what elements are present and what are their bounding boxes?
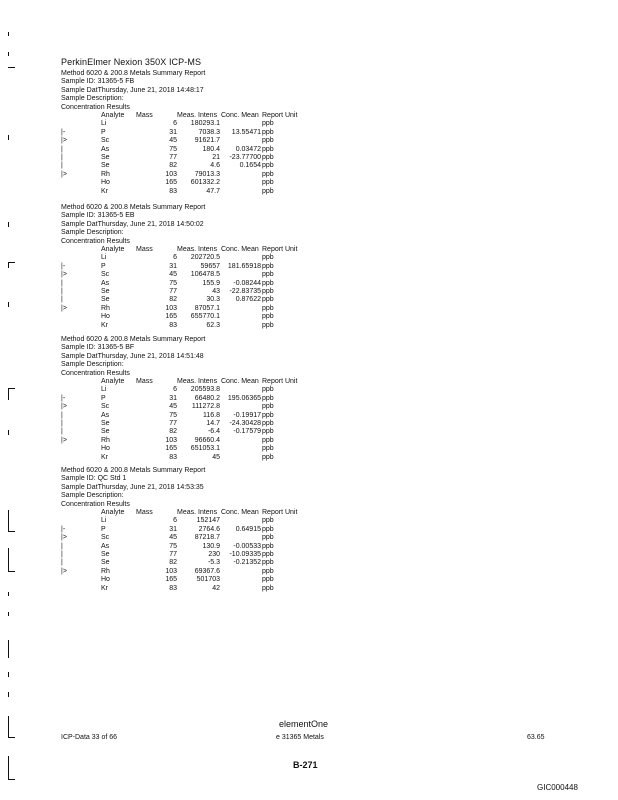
measured-intensity: 87218.7 — [194, 534, 220, 542]
analyte: As — [101, 411, 110, 419]
measured-intensity: 21 — [212, 154, 220, 161]
analyte: Rh — [101, 170, 110, 178]
report-unit: ppb — [262, 254, 274, 262]
measured-intensity: 87057.1 — [194, 304, 220, 312]
document-id: GIC000448 — [537, 783, 578, 792]
analyte: Se — [101, 154, 110, 161]
row-marker: |- — [61, 128, 66, 136]
report-unit: ppb — [262, 262, 274, 270]
measured-intensity: 180.4 — [202, 145, 220, 153]
margin-mark — [8, 262, 9, 268]
report-unit: ppb — [262, 288, 274, 295]
brand-name: elementOne — [279, 719, 329, 729]
measured-intensity: 2764.6 — [198, 525, 220, 533]
mass: 75 — [169, 411, 177, 419]
analyte: Se — [101, 559, 110, 567]
column-header: Mass — [136, 378, 153, 385]
analyte: Sc — [101, 403, 110, 411]
concentration-results-label: Concentration Results — [61, 369, 130, 377]
row-marker: |> — [61, 567, 67, 575]
analyte: Ho — [101, 179, 110, 187]
concentration-mean: -0.17579 — [233, 428, 261, 436]
margin-mark — [8, 756, 9, 780]
analyte: As — [101, 279, 110, 287]
measured-intensity: 230 — [208, 551, 220, 558]
mass: 103 — [165, 170, 177, 178]
report-unit: ppb — [262, 321, 274, 329]
measured-intensity: -6.4 — [207, 428, 220, 436]
row-marker: |> — [61, 436, 67, 444]
mass: 45 — [169, 137, 177, 145]
analyte: Se — [101, 428, 110, 436]
measured-intensity: 59657 — [200, 262, 220, 270]
column-header: Mass — [136, 112, 153, 119]
sample-id: Sample ID: 31365-5 EB — [61, 212, 135, 220]
report-unit: ppb — [262, 187, 274, 195]
mass: 31 — [169, 525, 177, 533]
report-unit: ppb — [262, 517, 274, 525]
measured-intensity: 655770.1 — [190, 313, 220, 321]
mass: 82 — [169, 428, 177, 436]
analyte: Se — [101, 162, 110, 170]
measured-intensity: 66480.2 — [194, 394, 220, 402]
column-header: Meas. Intens — [177, 246, 218, 253]
column-header: Meas. Intens — [177, 509, 218, 516]
measured-intensity: 47.7 — [206, 187, 220, 195]
mass: 45 — [169, 271, 177, 279]
sample-date: Sample DatThursday, June 21, 2018 14:48:17 — [61, 86, 204, 94]
mass: 77 — [169, 420, 177, 427]
method-title: Method 6020 & 200.8 Metals Summary Report — [61, 204, 206, 211]
method-title: Method 6020 & 200.8 Metals Summary Report — [61, 336, 206, 343]
report-unit: ppb — [262, 542, 274, 550]
analyte: Kr — [101, 584, 108, 592]
column-header: Report Unit — [262, 112, 298, 119]
margin-mark — [8, 612, 9, 616]
concentration-mean: -10.09335 — [229, 551, 261, 558]
page-title: PerkinElmer Nexion 350X ICP-MS — [61, 57, 202, 67]
row-marker: | — [61, 411, 63, 419]
concentration-mean: 0.1654 — [239, 162, 261, 170]
report-unit: ppb — [262, 584, 274, 592]
row-marker: |- — [61, 394, 66, 402]
analyte: Li — [101, 517, 107, 525]
row-marker: | — [61, 542, 63, 550]
mass: 165 — [165, 179, 177, 187]
margin-mark — [8, 592, 9, 596]
analyte: P — [101, 525, 106, 533]
sample-id: Sample ID: 31365-5 FB — [61, 78, 135, 86]
row-marker: |> — [61, 271, 67, 279]
analyte: Se — [101, 420, 110, 427]
report-unit: ppb — [262, 576, 274, 584]
concentration-mean: 181.65918 — [227, 262, 261, 270]
report-unit: ppb — [262, 279, 274, 287]
mass: 165 — [165, 576, 177, 584]
concentration-mean: -23.77700 — [229, 154, 261, 161]
analyte: Li — [101, 386, 107, 394]
footer-code: 63.65 — [527, 734, 545, 741]
measured-intensity: 91621.7 — [194, 137, 220, 145]
margin-mark — [8, 67, 15, 68]
column-header: Report Unit — [262, 246, 298, 253]
row-marker: |> — [61, 403, 67, 411]
analyte: Se — [101, 551, 110, 558]
concentration-mean: 0.87622 — [235, 296, 261, 304]
margin-mark — [8, 779, 15, 780]
analyte: Kr — [101, 453, 108, 461]
margin-mark — [8, 388, 15, 389]
row-marker: | — [61, 162, 63, 170]
sample-description: Sample Description: — [61, 492, 124, 500]
concentration-mean: 13.55471 — [231, 128, 261, 136]
footer-page-count: ICP-Data 33 of 66 — [61, 734, 118, 741]
report-unit: ppb — [262, 394, 274, 402]
report-unit: ppb — [262, 567, 274, 575]
report-unit: ppb — [262, 411, 274, 419]
margin-mark — [8, 531, 15, 532]
row-marker: | — [61, 559, 63, 567]
report-unit: ppb — [262, 313, 274, 321]
column-header: Mass — [136, 246, 153, 253]
report-unit: ppb — [262, 428, 274, 436]
analyte: Rh — [101, 304, 110, 312]
row-marker: | — [61, 551, 63, 558]
margin-mark — [8, 430, 9, 435]
concentration-mean: 195.06365 — [227, 394, 261, 402]
concentration-mean: -24.30428 — [229, 420, 261, 427]
method-title: Method 6020 & 200.8 Metals Summary Report — [61, 467, 206, 474]
row-marker: | — [61, 154, 63, 161]
row-marker: |- — [61, 525, 66, 533]
margin-mark — [8, 135, 9, 140]
mass: 103 — [165, 567, 177, 575]
margin-mark — [8, 716, 9, 738]
mass: 165 — [165, 445, 177, 453]
report-unit: ppb — [262, 304, 274, 312]
margin-mark — [8, 262, 15, 263]
analyte: Se — [101, 288, 110, 295]
column-header: Analyte — [101, 112, 125, 119]
mass: 75 — [169, 542, 177, 550]
concentration-results-label: Concentration Results — [61, 103, 130, 111]
report-unit: ppb — [262, 403, 274, 411]
column-header: Conc. Mean — [221, 246, 259, 253]
column-header: Conc. Mean — [221, 509, 259, 516]
margin-mark — [8, 571, 15, 572]
analyte: Ho — [101, 313, 110, 321]
margin-mark — [8, 548, 9, 572]
mass: 165 — [165, 313, 177, 321]
report-unit: ppb — [262, 162, 274, 170]
analyte: Se — [101, 296, 110, 304]
measured-intensity: 130.9 — [202, 542, 220, 550]
column-header: Conc. Mean — [221, 378, 259, 385]
mass: 82 — [169, 296, 177, 304]
column-header: Report Unit — [262, 378, 298, 385]
report-unit: ppb — [262, 137, 274, 145]
column-header: Report Unit — [262, 509, 298, 516]
sample-description: Sample Description: — [61, 229, 124, 237]
mass: 6 — [173, 120, 177, 128]
mass: 83 — [169, 584, 177, 592]
sample-date: Sample DatThursday, June 21, 2018 14:53:35 — [61, 483, 204, 491]
bates-number: B-271 — [293, 760, 318, 770]
sample-date: Sample DatThursday, June 21, 2018 14:50:02 — [61, 220, 204, 228]
measured-intensity: 111272.8 — [191, 403, 220, 411]
measured-intensity: 202720.5 — [190, 254, 220, 262]
margin-mark — [8, 388, 9, 400]
report-unit: ppb — [262, 179, 274, 187]
row-marker: |> — [61, 170, 67, 178]
analyte: Li — [101, 254, 107, 262]
margin-mark — [8, 32, 9, 36]
measured-intensity: 116.8 — [203, 411, 220, 419]
column-header: Analyte — [101, 378, 125, 385]
row-marker: | — [61, 420, 63, 427]
margin-mark — [8, 510, 9, 532]
margin-mark — [8, 672, 9, 677]
report-unit: ppb — [262, 128, 274, 136]
measured-intensity: 96660.4 — [194, 436, 220, 444]
measured-intensity: 79013.3 — [194, 170, 220, 178]
row-marker: | — [61, 145, 63, 153]
mass: 6 — [173, 254, 177, 262]
column-header: Meas. Intens — [177, 378, 218, 385]
measured-intensity: 62.3 — [206, 321, 220, 329]
mass: 83 — [169, 321, 177, 329]
column-header: Mass — [136, 509, 153, 516]
row-marker: |> — [61, 304, 67, 312]
footer-project: e 31365 Metals — [276, 734, 324, 741]
analyte: Sc — [101, 534, 110, 542]
mass: 31 — [169, 394, 177, 402]
concentration-mean: 0.64915 — [235, 525, 261, 533]
report-unit: ppb — [262, 551, 274, 558]
measured-intensity: 501703 — [196, 576, 220, 584]
sample-description: Sample Description: — [61, 361, 124, 369]
sample-date: Sample DatThursday, June 21, 2018 14:51:48 — [61, 352, 204, 360]
margin-mark — [8, 640, 9, 658]
analyte: Rh — [101, 567, 110, 575]
mass: 82 — [169, 162, 177, 170]
mass: 103 — [165, 304, 177, 312]
analyte: Rh — [101, 436, 110, 444]
report-unit: ppb — [262, 386, 274, 394]
analyte: Ho — [101, 576, 110, 584]
column-header: Conc. Mean — [221, 112, 259, 119]
concentration-mean: -0.00533 — [233, 542, 261, 550]
mass: 45 — [169, 534, 177, 542]
row-marker: |> — [61, 534, 67, 542]
row-marker: | — [61, 428, 63, 436]
row-marker: | — [61, 296, 63, 304]
sample-id: Sample ID: QC Std 1 — [61, 475, 127, 483]
column-header: Analyte — [101, 246, 125, 253]
margin-mark — [8, 737, 15, 738]
concentration-results-label: Concentration Results — [61, 500, 130, 508]
row-marker: | — [61, 288, 63, 295]
concentration-mean: -0.21352 — [233, 559, 261, 567]
measured-intensity: 14.7 — [206, 420, 220, 427]
mass: 77 — [169, 288, 177, 295]
method-title: Method 6020 & 200.8 Metals Summary Report — [61, 70, 206, 77]
analyte: Kr — [101, 321, 108, 329]
analyte: Kr — [101, 187, 108, 195]
sample-id: Sample ID: 31365-5 BF — [61, 344, 135, 352]
report-unit: ppb — [262, 120, 274, 128]
mass: 6 — [173, 517, 177, 525]
report-unit: ppb — [262, 445, 274, 453]
row-marker: |> — [61, 137, 67, 145]
concentration-mean: -0.19917 — [233, 411, 261, 419]
measured-intensity: -5.3 — [207, 559, 220, 567]
report-unit: ppb — [262, 436, 274, 444]
report-unit: ppb — [262, 170, 274, 178]
mass: 83 — [169, 187, 177, 195]
report-unit: ppb — [262, 145, 274, 153]
mass: 77 — [169, 154, 177, 161]
measured-intensity: 651053.1 — [190, 445, 220, 453]
analyte: Li — [101, 120, 107, 128]
concentration-mean: 0.03472 — [235, 145, 261, 153]
report-unit: ppb — [262, 525, 274, 533]
measured-intensity: 180293.1 — [190, 120, 220, 128]
measured-intensity: 42 — [212, 584, 220, 592]
mass: 31 — [169, 128, 177, 136]
report-unit: ppb — [262, 559, 274, 567]
measured-intensity: 69367.6 — [194, 567, 220, 575]
report-unit: ppb — [262, 420, 274, 427]
mass: 45 — [169, 403, 177, 411]
measured-intensity: 45 — [212, 453, 220, 461]
mass: 103 — [165, 436, 177, 444]
measured-intensity: 30.3 — [206, 296, 220, 304]
mass: 75 — [169, 279, 177, 287]
mass: 6 — [173, 386, 177, 394]
concentration-results-label: Concentration Results — [61, 237, 130, 245]
analyte: Ho — [101, 445, 110, 453]
analyte: P — [101, 394, 106, 402]
report-unit: ppb — [262, 534, 274, 542]
report-unit: ppb — [262, 296, 274, 304]
measured-intensity: 4.6 — [210, 162, 220, 170]
row-marker: | — [61, 279, 63, 287]
concentration-mean: -22.83735 — [229, 288, 261, 295]
report-unit: ppb — [262, 453, 274, 461]
sample-description: Sample Description: — [61, 95, 124, 103]
report-unit: ppb — [262, 154, 274, 161]
mass: 31 — [169, 262, 177, 270]
concentration-mean: -0.08244 — [233, 279, 261, 287]
analyte: P — [101, 262, 106, 270]
margin-mark — [8, 222, 9, 227]
analyte: P — [101, 128, 106, 136]
analyte: Sc — [101, 137, 110, 145]
mass: 77 — [169, 551, 177, 558]
margin-mark — [8, 692, 9, 697]
mass: 83 — [169, 453, 177, 461]
column-header: Meas. Intens — [177, 112, 218, 119]
mass: 82 — [169, 559, 177, 567]
measured-intensity: 43 — [212, 288, 220, 295]
row-marker: |- — [61, 262, 66, 270]
analyte: Sc — [101, 271, 110, 279]
analyte: As — [101, 542, 110, 550]
measured-intensity: 205593.8 — [190, 386, 220, 394]
margin-mark — [8, 302, 9, 307]
analyte: As — [101, 145, 110, 153]
mass: 75 — [169, 145, 177, 153]
measured-intensity: 7038.3 — [198, 128, 220, 136]
report-unit: ppb — [262, 271, 274, 279]
measured-intensity: 152147 — [196, 517, 220, 525]
measured-intensity: 601332.2 — [190, 179, 220, 187]
measured-intensity: 106478.5 — [190, 271, 220, 279]
measured-intensity: 155.9 — [202, 279, 220, 287]
column-header: Analyte — [101, 509, 125, 516]
margin-mark — [8, 52, 9, 56]
